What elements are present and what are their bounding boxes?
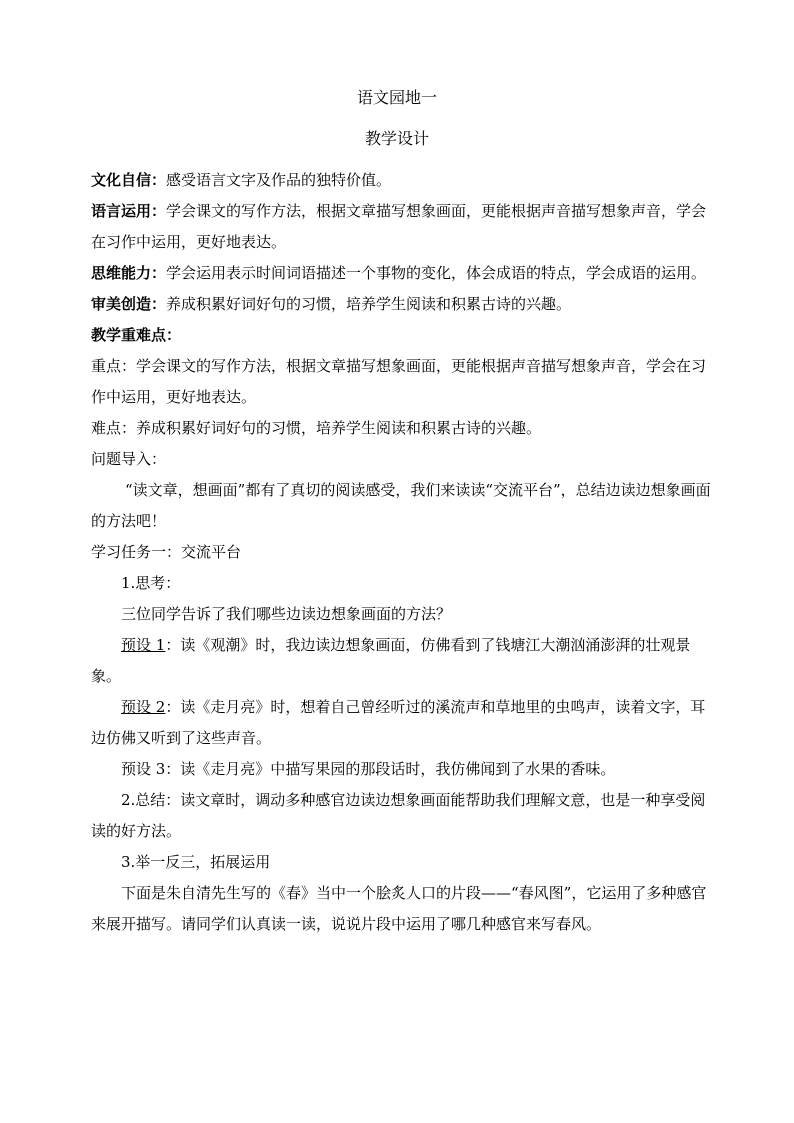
key-point: 重点：学会课文的写作方法，根据文章描写想象画面，更能根据声音描写想象声音，学会在习作中运用，更好地表达。: [91, 357, 707, 406]
task1-summary: 2.总结：读文章时，调动多种感官边读边想象画面能帮助我们理解文意，也是一种享受阅读的好方法。: [91, 791, 706, 840]
task1-question: 三位同学告诉了我们哪些边读边想象画面的方法？: [121, 605, 452, 623]
task1-think-label: 1.思考：: [121, 574, 181, 592]
goal-thinking-label: 思维能力：: [91, 264, 167, 282]
key-points-heading: 教学重难点：: [91, 326, 182, 344]
task1-extend-text: 下面是朱自清先生写的《春》当中一个脍炙人口的片段——“春风图”，它运用了多种感官来展开描写。请同学们认真读一读，说说片段中运用了哪几种感官来写春风。: [91, 884, 707, 933]
difficult-point: 难点：养成积累好词好句的习惯，培养学生阅读和积累古诗的兴趣。: [91, 419, 542, 437]
document-subtitle: 教学设计: [364, 129, 429, 148]
goal-aesthetic-label: 审美创造：: [91, 295, 167, 313]
preset-3: 预设 3：读《走月亮》中描写果园的那段话时，我仿佛闻到了水果的香味。: [121, 760, 616, 778]
goal-aesthetic: [91, 289, 711, 320]
preset-2-label: 预设 2: [121, 698, 166, 716]
preset-1-label: 预设 1: [121, 636, 166, 654]
goal-language-text: 学会课文的写作方法，根据文章描写想象画面，更能根据声音描写想象声音，学会在习作中运用，更好地表达。: [91, 202, 707, 251]
goal-culture-text: 感受语言文字及作品的独特价值。: [166, 171, 392, 189]
goal-culture-label: 文化自信：: [91, 171, 167, 189]
goal-thinking-text: 学会运用表示时间词语描述一个事物的变化，体会成语的特点，学会成语的运用。: [166, 264, 707, 282]
goal-aesthetic-text: 养成积累好词好句的习惯，培养学生阅读和积累古诗的兴趣。: [166, 295, 572, 313]
preset-1: [91, 630, 711, 692]
goal-culture: [91, 165, 711, 196]
intro-heading: 问题导入：: [91, 450, 167, 468]
task1-heading: 学习任务一：交流平台: [91, 543, 242, 561]
preset-2-text: ：读《走月亮》时，想着自己曾经听过的溪流声和草地里的虫鸣声，读着文字，耳边仿佛又听到了这些声音。: [91, 698, 706, 747]
goal-language-label: 语言运用：: [91, 202, 167, 220]
document-title: 语文园地一: [356, 88, 437, 107]
goal-thinking: [91, 258, 711, 289]
preset-2: [91, 692, 711, 754]
intro-text: “读文章，想画面”都有了真切的阅读感受，我们来读读“交流平台”，总结边读边想象画面的方法吧！: [91, 481, 711, 530]
preset-1-text: ：读《观潮》时，我边读边想象画面，仿佛看到了钱塘江大潮汹涌澎湃的壮观景象。: [91, 636, 691, 685]
document-body: [91, 165, 711, 940]
task1-extend-label: 3.举一反三，拓展运用: [121, 853, 271, 871]
goal-language: [91, 196, 711, 258]
